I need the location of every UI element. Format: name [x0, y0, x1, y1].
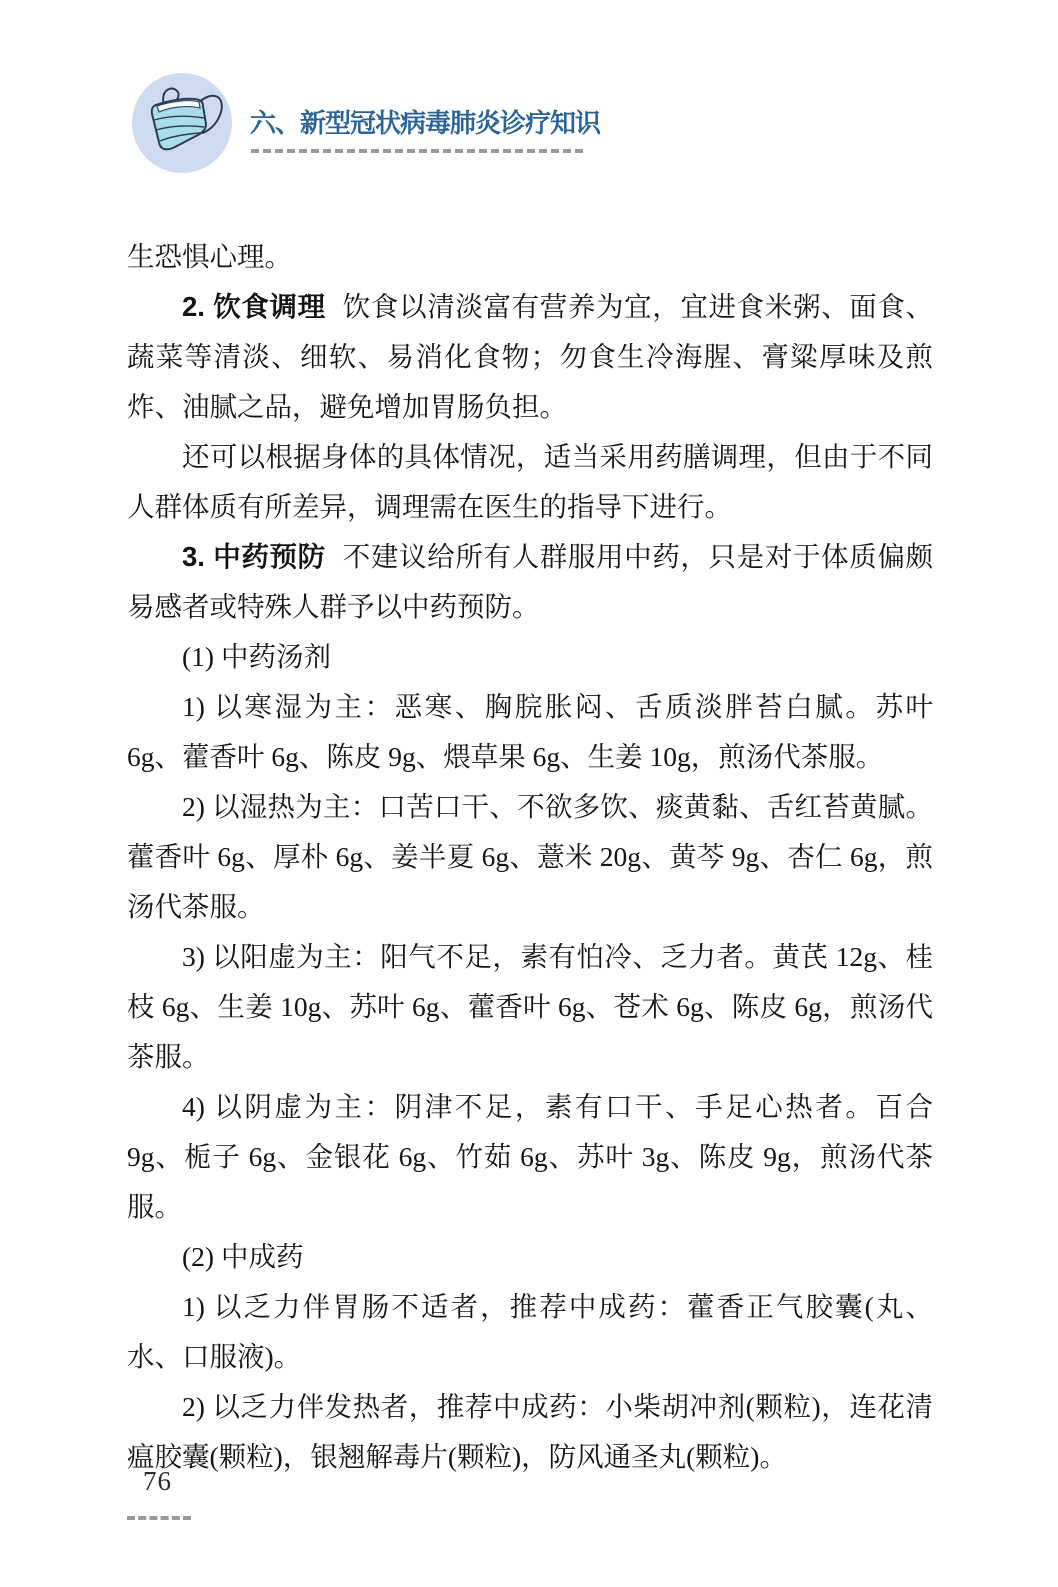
- paragraph: [127, 932, 933, 1082]
- text-run: 不建议给所有人群服用中药，只是对于体质偏颇易感者或特殊人群予以中药预防。: [127, 541, 933, 622]
- text-run: 1) 以寒湿为主：恶寒、胸脘胀闷、舌质淡胖苔白腻。苏叶 6g、藿香叶 6g、陈皮 9g、煨草果 6g、生姜 10g，煎汤代茶服。: [127, 691, 933, 772]
- text-run: 生恐惧心理。: [127, 241, 292, 272]
- page-number: 76: [143, 1466, 172, 1496]
- footer-dashed-line: [127, 1516, 191, 1520]
- paragraph: [127, 782, 933, 932]
- paragraph: [127, 682, 933, 782]
- text-run: (2) 中成药: [182, 1241, 304, 1272]
- text-run: 还可以根据身体的具体情况，适当采用药膳调理，但由于不同人群体质有所差异，调理需在医生的指导下进行。: [127, 441, 933, 522]
- chapter-title: 六、新型冠状病毒肺炎诊疗知识: [250, 108, 601, 138]
- paragraph: [127, 232, 933, 282]
- bold-section-label: 2. 饮食调理: [182, 291, 326, 322]
- title-dashed-underline: [251, 149, 583, 153]
- paragraph: [127, 1382, 933, 1482]
- text-run: (1) 中药汤剂: [182, 641, 331, 672]
- paragraph: [127, 532, 933, 632]
- face-mask-icon: [132, 73, 232, 173]
- text-run: 1) 以乏力伴胃肠不适者，推荐中成药：藿香正气胶囊(丸、水、口服液)。: [127, 1291, 933, 1372]
- paragraph: [127, 632, 933, 682]
- text-run: 2) 以乏力伴发热者，推荐中成药：小柴胡冲剂(颗粒)，连花清瘟胶囊(颗粒)，银翘解毒片(颗粒)，防风通圣丸(颗粒)。: [127, 1391, 933, 1472]
- paragraph: [127, 1282, 933, 1382]
- paragraph: [127, 1232, 933, 1282]
- text-run: 4) 以阴虚为主：阴津不足，素有口干、手足心热者。百合 9g、栀子 6g、金银花 6g、竹茹 6g、苏叶 3g、陈皮 9g，煎汤代茶服。: [127, 1091, 933, 1222]
- text-run: 3) 以阳虚为主：阳气不足，素有怕冷、乏力者。黄芪 12g、桂枝 6g、生姜 10g、苏叶 6g、藿香叶 6g、苍术 6g、陈皮 6g，煎汤代茶服。: [127, 941, 933, 1072]
- chapter-header: [0, 0, 1058, 200]
- paragraph: [127, 432, 933, 532]
- text-run: 饮食以清淡富有营养为宜，宜进食米粥、面食、蔬菜等清淡、细软、易消化食物；勿食生冷海腥、膏粱厚味及煎炸、油腻之品，避免增加胃肠负担。: [127, 291, 933, 422]
- paragraph: [127, 1082, 933, 1232]
- page-body: [127, 232, 933, 1482]
- text-run: 2) 以湿热为主：口苦口干、不欲多饮、痰黄黏、舌红苔黄腻。藿香叶 6g、厚朴 6g、姜半夏 6g、薏米 20g、黄芩 9g、杏仁 6g，煎汤代茶服。: [127, 791, 933, 922]
- bold-section-label: 3. 中药预防: [182, 541, 326, 572]
- paragraph: [127, 282, 933, 432]
